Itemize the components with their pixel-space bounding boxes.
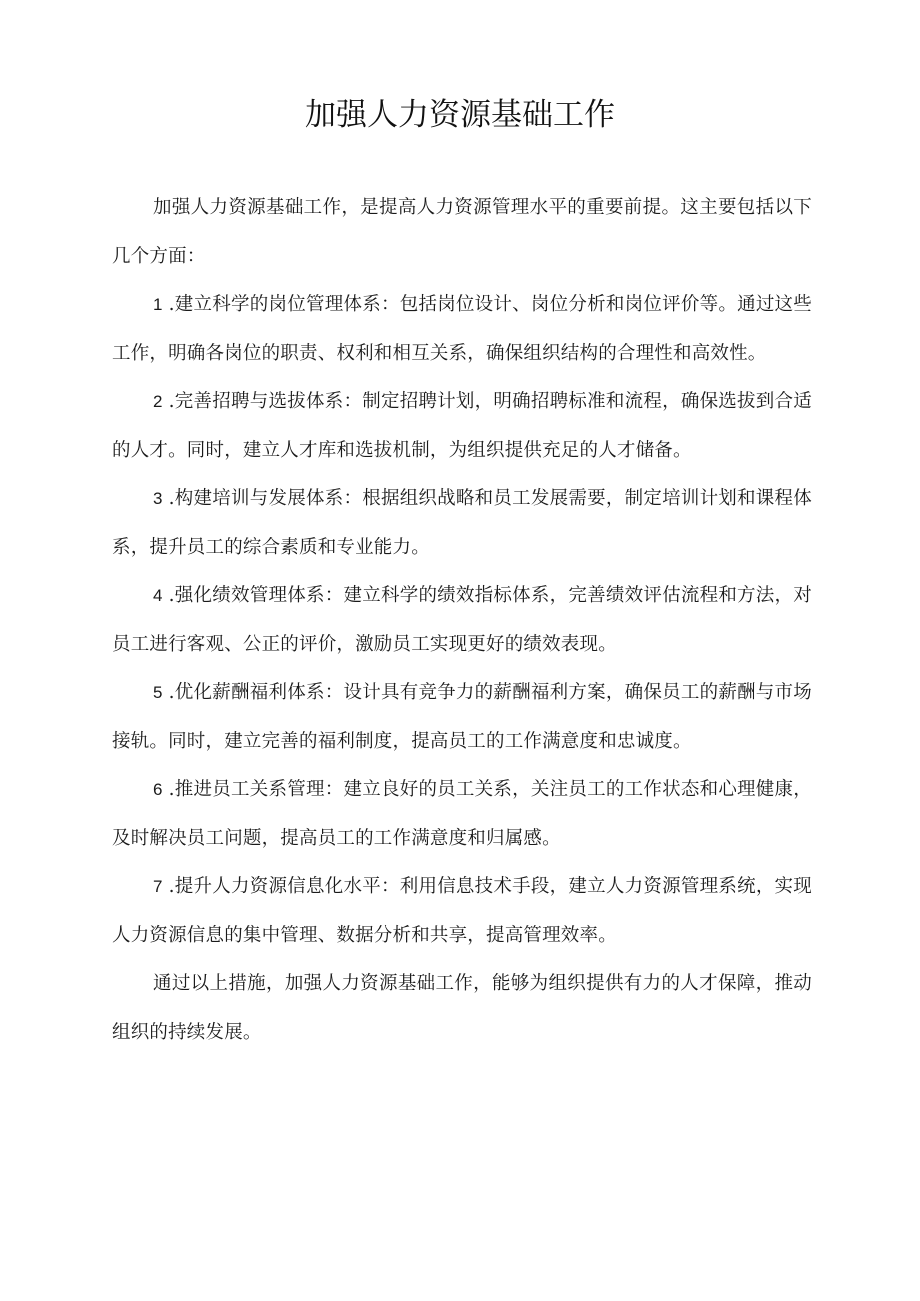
- item-text: 建立科学的绩效指标体系，完善绩效评估流程和方法，对员工进行客观、公正的评价，激励员工实现更好的绩效表现。: [112, 585, 812, 655]
- item-text: 建立良好的员工关系，关注员工的工作状态和心理健康，及时解决员工问题，提高员工的工作满意度和归属感。: [112, 779, 812, 849]
- item-text: 利用信息技术手段，建立人力资源管理系统，实现人力资源信息的集中管理、数据分析和共享，提高管理效率。: [112, 876, 813, 946]
- item-number: 4: [153, 586, 163, 605]
- item-text: 制定招聘计划，明确招聘标准和流程，确保选拔到合适的人才。同时，建立人才库和选拔机制，为组织提供充足的人才储备。: [112, 391, 812, 461]
- item-heading: .推进员工关系管理：: [168, 779, 344, 800]
- item-number: 7: [153, 877, 163, 896]
- item-heading: .构建培训与发展体系：: [168, 488, 363, 509]
- list-item-3: [112, 475, 812, 572]
- item-text: 设计具有竞争力的薪酬福利方案，确保员工的薪酬与市场接轨。同时，建立完善的福利制度，提高员工的工作满意度和忠诚度。: [112, 682, 812, 752]
- item-text: 根据组织战略和员工发展需要，制定培训计划和课程体系，提升员工的综合素质和专业能力。: [112, 488, 812, 558]
- item-number: 6: [153, 780, 163, 799]
- item-heading: .提升人力资源信息化水平：: [168, 876, 400, 897]
- item-number: 2: [153, 392, 163, 411]
- list-item-4: [112, 572, 812, 669]
- list-item-7: [112, 863, 812, 960]
- document-body: [112, 184, 812, 1057]
- item-heading: .完善招聘与选拔体系：: [168, 391, 363, 412]
- item-number: 1: [153, 295, 163, 314]
- item-heading: .优化薪酬福利体系：: [168, 682, 344, 703]
- item-number: 5: [153, 683, 163, 702]
- intro-paragraph: 加强人力资源基础工作，是提高人力资源管理水平的重要前提。这主要包括以下几个方面：: [112, 197, 812, 267]
- conclusion-paragraph: 通过以上措施，加强人力资源基础工作，能够为组织提供有力的人才保障，推动组织的持续发展。: [112, 973, 812, 1043]
- list-item-5: [112, 669, 812, 766]
- list-item-1: [112, 281, 812, 378]
- list-item-2: [112, 378, 812, 475]
- item-heading: .建立科学的岗位管理体系：: [168, 294, 400, 315]
- list-item-6: [112, 766, 812, 863]
- item-heading: .强化绩效管理体系：: [168, 585, 344, 606]
- item-text: 包括岗位设计、岗位分析和岗位评价等。通过这些工作，明确各岗位的职责、权利和相互关系，确保组织结构的合理性和高效性。: [112, 294, 813, 364]
- item-number: 3: [153, 489, 163, 508]
- page-title: 加强人力资源基础工作: [305, 97, 615, 133]
